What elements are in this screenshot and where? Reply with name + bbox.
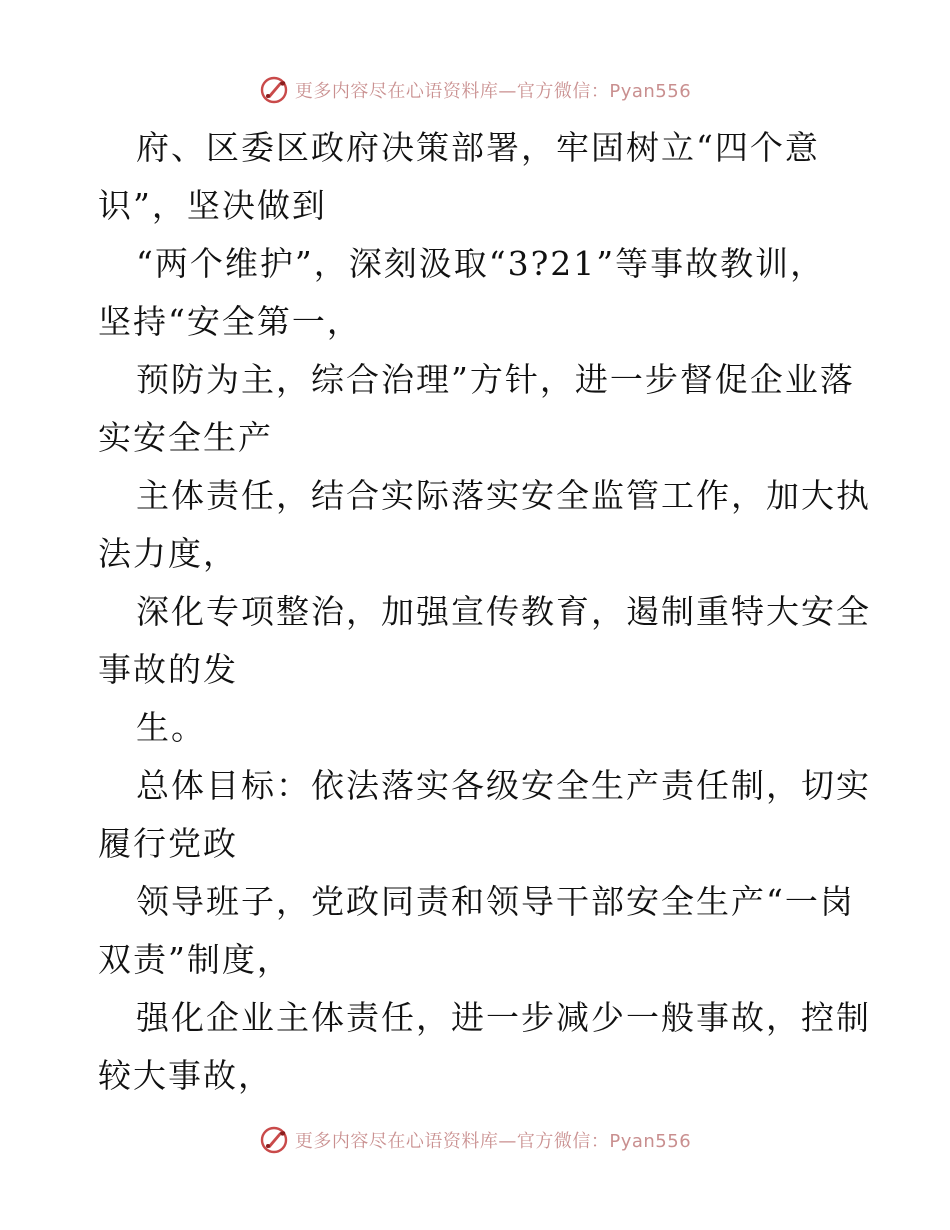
paragraph-line: “两个维护”，深刻汲取“3?21”等事故教训， xyxy=(136,244,826,283)
footer-watermark xyxy=(0,1123,950,1157)
quill-seal-icon xyxy=(259,1125,289,1155)
paragraph-line: 法力度， xyxy=(98,534,238,573)
paragraph-line: 府、区委区政府决策部署，牢固树立“四个意 xyxy=(136,128,820,167)
paragraph-line: 强化企业主体责任，进一步减少一般事故，控制 xyxy=(136,998,871,1037)
paragraph-line: 较大事故， xyxy=(98,1056,273,1095)
paragraph-line: 实安全生产 xyxy=(98,418,273,457)
paragraph-line: 生。 xyxy=(136,708,206,747)
paragraph-line: 坚持“安全第一， xyxy=(98,302,362,341)
paragraph-line: 总体目标：依法落实各级安全生产责任制，切实 xyxy=(136,766,871,805)
paragraph-line: 双责”制度， xyxy=(98,940,292,979)
paragraph-line: 主体责任，结合实际落实安全监管工作，加大执 xyxy=(136,476,871,515)
paragraph-line: 预防为主，综合治理”方针，进一步督促企业落 xyxy=(136,360,855,399)
paragraph-line: 识”，坚决做到 xyxy=(98,186,327,225)
paragraph-line: 履行党政 xyxy=(98,824,238,863)
paragraph-line: 深化专项整治，加强宣传教育，遏制重特大安全 xyxy=(136,592,871,631)
quill-seal-icon xyxy=(259,75,289,105)
paragraph-line: 领导班子，党政同责和领导干部安全生产“一岗 xyxy=(136,882,855,921)
paragraph-line: 事故的发 xyxy=(98,650,238,689)
watermark-text: 更多内容尽在心语资料库—官方微信：Pyan556 xyxy=(294,81,692,102)
watermark-text: 更多内容尽在心语资料库—官方微信：Pyan556 xyxy=(294,1131,692,1152)
header-watermark xyxy=(0,73,950,107)
